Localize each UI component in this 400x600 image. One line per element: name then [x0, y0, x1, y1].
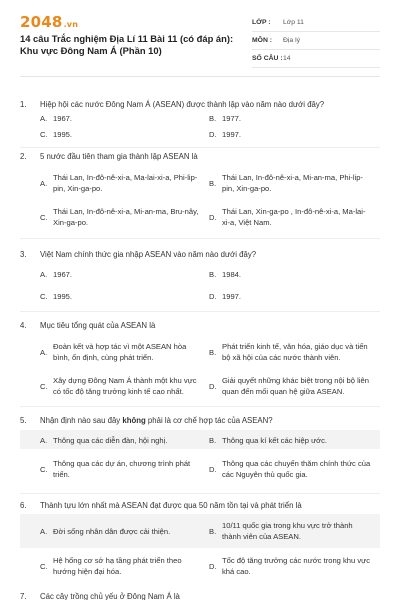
- option-text: Thái Lan, In-đô-nê-xi-a, Ma-lai-xi-a, Phi-lip-pin, Xin-ga-po.: [53, 173, 198, 193]
- header-divider: [20, 76, 380, 77]
- info-row-count: [252, 50, 380, 68]
- question-7: [20, 591, 380, 600]
- option-c[interactable]: [40, 455, 203, 483]
- header: [0, 0, 400, 78]
- option-letter: B.: [209, 113, 217, 123]
- option-text: Thông qua các dự án, chương trình phát triển.: [53, 459, 191, 479]
- question-text-part: phải là cơ chế hợp tác của ASEAN?: [145, 416, 273, 425]
- question-number: 6.: [20, 501, 27, 510]
- question-stem: [20, 320, 380, 331]
- info-panel: [252, 14, 380, 68]
- option-text: Thông qua các diễn đàn, hội nghị.: [53, 435, 168, 445]
- option-a[interactable]: [40, 433, 203, 447]
- question-text: 5 nước đầu tiên tham gia thành lập ASEAN là: [40, 152, 198, 161]
- question-text-part: Nhận định nào sau đây: [40, 416, 123, 425]
- option-letter: D.: [209, 212, 217, 222]
- option-b[interactable]: [209, 111, 372, 125]
- option-letter: A.: [40, 113, 48, 123]
- question-6: [20, 500, 380, 588]
- info-key: MÔN :: [252, 37, 273, 44]
- option-text: Thái Lan, In-đô-nê-xi-a, Mi-an-ma, Bru-nây, Xin-ga-po.: [53, 207, 199, 227]
- option-text: Thái Lan, In-đô-nê-xi-a, Mi-an-ma, Phi-lip-pin, Xin-ga-po.: [222, 173, 363, 193]
- option-letter: C.: [40, 129, 48, 139]
- question-number: 3.: [20, 250, 27, 259]
- option-text: Thông qua các chuyến thăm chính thức của các Nguyên thủ quốc gia.: [222, 459, 371, 479]
- option-letter: C.: [40, 381, 48, 391]
- option-letter: B.: [209, 526, 217, 536]
- option-letter: B.: [209, 435, 217, 445]
- option-b[interactable]: [209, 169, 372, 197]
- option-text: Đời sống nhân dân được cải thiện.: [53, 526, 171, 536]
- question-number: 4.: [20, 321, 27, 330]
- option-d[interactable]: [209, 289, 372, 303]
- option-letter: D.: [209, 464, 217, 474]
- option-letter: B.: [209, 178, 217, 188]
- option-b[interactable]: [209, 267, 372, 281]
- option-letter: A.: [40, 526, 48, 536]
- question-stem: [20, 591, 380, 600]
- question-number: 1.: [20, 100, 27, 109]
- option-letter: A.: [40, 269, 48, 279]
- option-letter: D.: [209, 561, 217, 571]
- option-d[interactable]: [209, 552, 372, 580]
- question-number: 2.: [20, 152, 27, 161]
- question-divider: [20, 493, 380, 494]
- option-letter: A.: [40, 178, 48, 188]
- option-letter: D.: [209, 381, 217, 391]
- option-text: Phát triển kinh tế, văn hóa, giáo dục và tiến bộ xã hội của các nước thành viên.: [222, 342, 368, 362]
- question-text: Mục tiêu tổng quát của ASEAN là: [40, 321, 156, 330]
- logo-text: 2048: [20, 13, 63, 31]
- question-text: Các cây trồng chủ yếu ở Đông Nam Á là: [40, 592, 180, 600]
- option-a[interactable]: [40, 338, 203, 366]
- question-divider: [20, 238, 380, 239]
- option-a[interactable]: [40, 111, 203, 125]
- question-text: Thành tựu lớn nhất mà ASEAN đạt được qua 50 năm tồn tại và phát triển là: [40, 501, 302, 510]
- option-d[interactable]: [209, 455, 372, 483]
- page-title: 14 câu Trắc nghiệm Địa Lí 11 Bài 11 (có đáp án): Khu vực Đông Nam Á (Phần 10): [20, 33, 234, 56]
- option-text: Hệ hống cơ sở hạ tầng phát triển theo hướng hiện đại hóa.: [53, 556, 182, 576]
- option-text: Tốc độ tăng trưởng các nước trong khu vực khá cao.: [222, 556, 371, 576]
- option-c[interactable]: [40, 127, 203, 141]
- question-number: 5.: [20, 416, 27, 425]
- question-4: [20, 320, 380, 406]
- question-text: Việt Nam chính thức gia nhập ASEAN vào năm nào dưới đây?: [40, 250, 257, 259]
- option-text: Xây dựng Đông Nam Á thành một khu vực có tốc độ tăng trưởng kinh tế cao nhất.: [53, 376, 197, 396]
- question-divider: [20, 147, 380, 148]
- option-c[interactable]: [40, 289, 203, 303]
- option-letter: C.: [40, 291, 48, 301]
- question-stem: [20, 151, 380, 162]
- option-text: 1997.: [222, 129, 242, 139]
- option-letter: D.: [209, 291, 217, 301]
- option-text: 10/11 quốc gia trong khu vực trở thành thành viên của ASEAN.: [222, 521, 353, 541]
- question-stem: [20, 249, 380, 260]
- question-text: Hiệp hội các nước Đông Nam Á (ASEAN) được thành lập vào năm nào dưới đây?: [40, 100, 325, 109]
- info-value: 14: [283, 55, 291, 62]
- option-b[interactable]: [209, 517, 372, 545]
- option-c[interactable]: [40, 372, 203, 400]
- info-row-subject: [252, 32, 380, 50]
- question-text-emphasis: không: [122, 416, 146, 425]
- option-text: Giải quyết những khác biệt trong nội bộ liên quan đến mối quan hệ giữa ASEAN.: [222, 376, 369, 396]
- option-text: 1984.: [222, 269, 242, 279]
- option-text: 1967.: [53, 113, 73, 123]
- option-text: Đoàn kết và hợp tác vì một ASEAN hòa bình, ổn định, cùng phát triển.: [53, 342, 187, 362]
- question-number: 7.: [20, 592, 27, 600]
- option-text: 1977.: [222, 113, 242, 123]
- question-5: [20, 415, 380, 497]
- option-a[interactable]: [40, 267, 203, 281]
- question-divider: [20, 311, 380, 312]
- info-value: Địa lý: [283, 37, 300, 44]
- option-text: Thông qua kí kết các hiệp ước.: [222, 435, 328, 445]
- option-c[interactable]: [40, 203, 203, 231]
- site-logo[interactable]: [20, 13, 78, 31]
- question-3: [20, 249, 380, 309]
- option-letter: A.: [40, 435, 48, 445]
- question-stem: [20, 500, 380, 511]
- question-stem: [20, 415, 380, 426]
- option-text: 1997.: [222, 291, 242, 301]
- option-text: 1967.: [53, 269, 73, 279]
- question-divider: [20, 406, 380, 407]
- question-stem: [20, 99, 380, 110]
- info-key: SỐ CÂU :: [252, 55, 283, 62]
- option-d[interactable]: [209, 372, 372, 400]
- info-value: Lớp 11: [283, 19, 304, 26]
- option-letter: B.: [209, 269, 217, 279]
- option-text: 1995.: [53, 129, 73, 139]
- option-a[interactable]: [40, 517, 203, 545]
- option-letter: D.: [209, 129, 217, 139]
- option-b[interactable]: [209, 338, 372, 366]
- option-c[interactable]: [40, 552, 203, 580]
- option-letter: C.: [40, 212, 48, 222]
- option-text: 1995.: [53, 291, 73, 301]
- info-key: LỚP :: [252, 19, 271, 26]
- question-text: [40, 415, 273, 426]
- info-row-class: [252, 14, 380, 32]
- option-letter: B.: [209, 347, 217, 357]
- option-a[interactable]: [40, 169, 203, 197]
- question-2: [20, 151, 380, 239]
- option-letter: C.: [40, 464, 48, 474]
- question-1: [20, 99, 380, 151]
- option-d[interactable]: [209, 203, 372, 231]
- option-text: Thái Lan, Xin-ga-po , In-đô-nê-xi-a, Ma-lai-xi-a, Việt Nam.: [222, 207, 366, 227]
- option-b[interactable]: [209, 433, 372, 447]
- logo-suffix: .vn: [63, 20, 79, 29]
- option-letter: C.: [40, 561, 48, 571]
- option-letter: A.: [40, 347, 48, 357]
- option-d[interactable]: [209, 127, 372, 141]
